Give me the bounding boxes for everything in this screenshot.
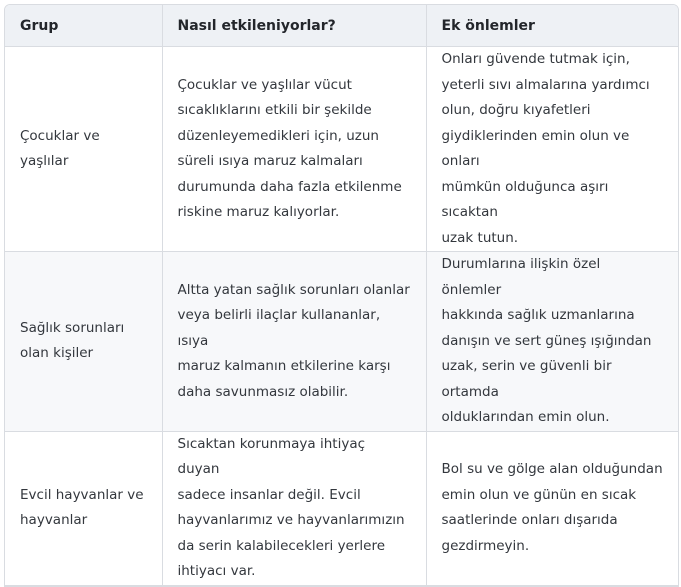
effect-text: Altta yatan sağlık sorunları olanlar veya belirli ilaçlar kullananlar, ısıya maruz kalmanın etkilerine karşı daha savunmasız olabilir.	[177, 281, 410, 400]
cell-measures	[426, 431, 678, 585]
measures-text: Bol su ve gölge alan olduğundan emin olun ve günün en sıcak saatlerinde onları dışarıda gezdirmeyin.	[441, 461, 663, 554]
cell-group	[5, 252, 162, 432]
table-row	[5, 431, 678, 585]
cell-group	[5, 47, 162, 252]
cell-measures	[426, 47, 678, 252]
table-row	[5, 252, 678, 432]
effect-text: Çocuklar ve yaşlılar vücut sıcaklıklarını etkili bir şekilde düzenleyemedikleri için, uzun süreli ısıya maruz kalmaları durumunda daha fazla etkilenme riskine maruz kalıyorlar.	[177, 76, 402, 220]
measures-text: Onları güvende tutmak için, yeterli sıvı almalarına yardımcı olun, doğru kıyafetleri giydiklerinden emin olun ve onları mümkün olduğunca aşırı sıcaktan uzak tutun.	[441, 51, 650, 246]
cell-effect	[162, 431, 426, 585]
table-row	[5, 47, 678, 252]
cell-measures	[426, 252, 678, 432]
data-table-container	[4, 4, 679, 587]
header-effect: Nasıl etkileniyorlar?	[162, 5, 426, 47]
table-header-row	[5, 5, 678, 47]
risk-groups-table	[5, 5, 678, 586]
group-text: Çocuklar ve yaşlılar	[20, 127, 100, 169]
cell-effect	[162, 252, 426, 432]
header-group: Grup	[5, 5, 162, 47]
cell-effect	[162, 47, 426, 252]
effect-text: Sıcaktan korunmaya ihtiyaç duyan sadece insanlar değil. Evcil hayvanlarımız ve hayvanlarımızın da serin kalabilecekleri yerlere ihtiyacı var.	[177, 435, 405, 579]
group-text: Sağlık sorunları olan kişiler	[20, 319, 125, 362]
header-measures: Ek önlemler	[426, 5, 678, 47]
group-text: Evcil hayvanlar ve hayvanlar	[20, 486, 144, 528]
cell-group	[5, 431, 162, 585]
measures-text: Durumlarına ilişkin özel önlemler hakkında sağlık uzmanlarına danışın ve sert güneş ışığından uzak, serin ve güvenli bir ortamda olduklarından emin olun.	[441, 256, 652, 425]
